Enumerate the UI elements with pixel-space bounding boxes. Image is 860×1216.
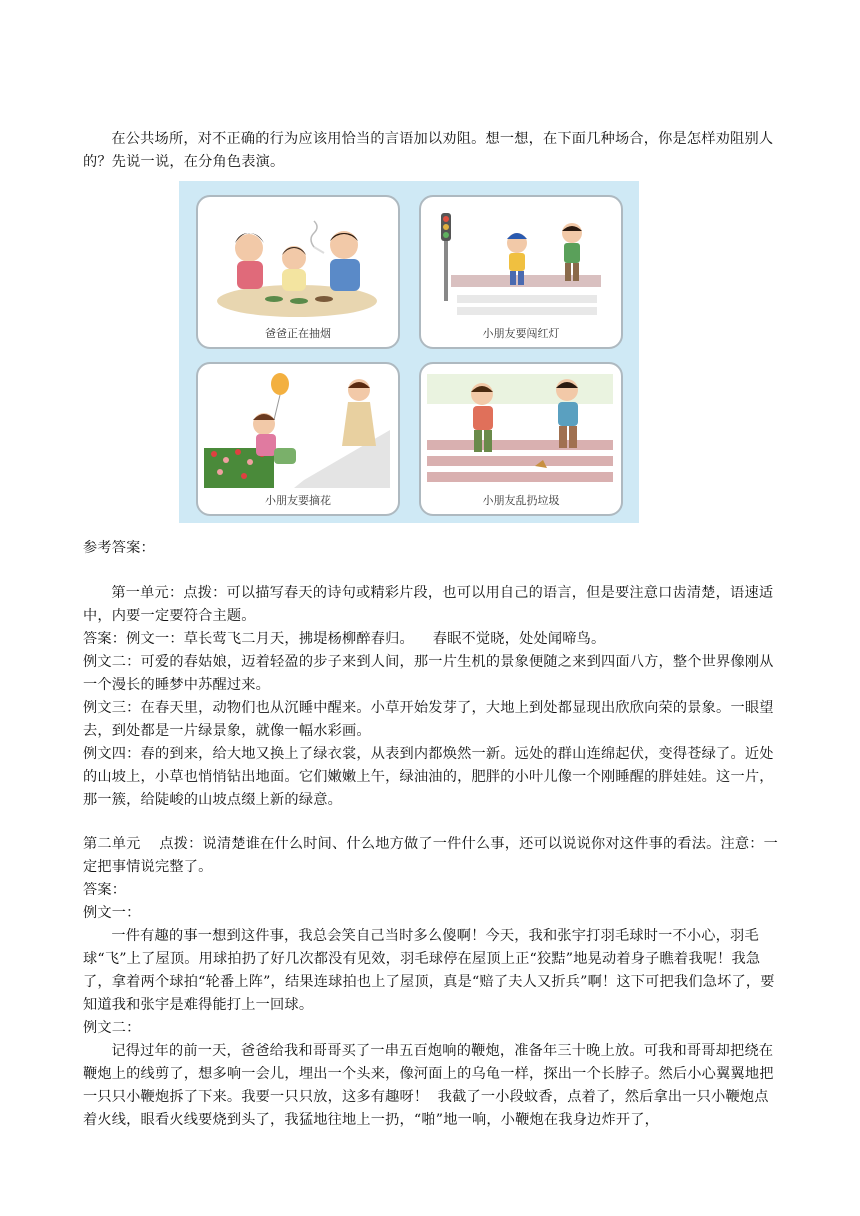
answer-heading: 参考答案： <box>83 540 155 556</box>
unit2-example-1: 一件有趣的事一想到这件事，我总会笑自己当时多么傻啊！今天，我和张宇打羽毛球时一不小心，羽毛球“飞”上了屋顶。用球拍扔了好几次都没有见效，羽毛球停在屋顶上正“狡黠”地晃动着身子瞧着我呢！我急了，拿着两个球拍“轮番上阵”，结果连球拍也上了屋顶，真是“赔了夫人又折兵”啊！这下可把我们急坏了，要知道我和张宇是难得能打上一回球。 <box>83 928 775 1013</box>
caption-red-light: 小朋友要闯红灯 <box>482 327 560 340</box>
picking-flowers-scene-image <box>204 370 390 488</box>
card-picking-flowers <box>196 362 400 516</box>
card-littering <box>419 362 623 516</box>
unit1-example-3: 例文三：在春天里，动物们也从沉睡中醒来。小草开始发芽了，大地上到处都显现出欣欣向荣的景象。一眼望去，到处都是一片绿景象，就像一幅水彩画。 <box>83 700 774 739</box>
unit1-example-4: 例文四：春的到来，给大地又换上了绿衣裳，从表到内都焕然一新。远处的群山连绵起伏，变得苍绿了。近处的山坡上，小草也悄悄钻出地面。它们嫩嫩上午，绿油油的，肥胖的小叶儿像一个刚睡醒的胖娃娃。这一片，那一簇，给陡峻的山坡点缀上新的绿意。 <box>83 746 774 808</box>
illustration-panel <box>179 181 639 523</box>
unit2-example-2-label: 例文二： <box>83 1020 141 1036</box>
red-light-scene-image <box>427 203 613 321</box>
card-smoking <box>196 195 400 349</box>
unit1-example-1: 答案：例文一：草长莺飞二月天，拂堤杨柳醉春归。 春眠不觉晓，处处闻啼鸟。 <box>83 631 606 647</box>
unit1-hint: 第一单元：点拨：可以描写春天的诗句或精彩片段，也可以用自己的语言，但是要注意口齿清楚，语速适中，内要一定要符合主题。 <box>83 585 774 624</box>
unit2-example-1-label: 例文一： <box>83 905 141 921</box>
unit2-hint: 第二单元 点拨：说清楚谁在什么时间、什么地方做了一件什么事，还可以说说你对这件事的看法。注意：一定把事情说完整了。 <box>83 836 779 875</box>
unit1-example-2: 例文二：可爱的春姑娘，迈着轻盈的步子来到人间，那一片生机的景象便随之来到四面八方，整个世界像刚从一个漫长的睡梦中苏醒过来。 <box>83 654 774 693</box>
intro-paragraph: 在公共场所，对不正确的行为应该用恰当的言语加以劝阻。想一想，在下面几种场合，你是怎样劝阻别人的？先说一说，在分角色表演。 <box>83 131 774 170</box>
caption-picking-flowers: 小朋友要摘花 <box>265 494 331 507</box>
smoking-scene-image <box>204 203 390 321</box>
unit2-answer-label: 答案： <box>83 882 127 898</box>
card-red-light <box>419 195 623 349</box>
caption-smoking: 爸爸正在抽烟 <box>265 327 331 340</box>
caption-littering: 小朋友乱扔垃圾 <box>482 494 560 507</box>
unit2-example-2: 记得过年的前一天，爸爸给我和哥哥买了一串五百炮响的鞭炮，准备年三十晚上放。可我和哥哥却把绕在鞭炮上的线剪了，想多响一会儿，埋出一个头来，像河面上的乌龟一样，探出一个长脖子。然后小心翼翼地把一只只小鞭炮拆了下来。我要一只只放，这多有趣呀！ 我截了一小段蚊香，点着了，然后拿出一只小鞭炮点着火线，眼看火线要烧到头了，我猛地往地上一扔，“啪”地一响，小鞭炮在我身边炸开了， <box>83 1043 774 1128</box>
littering-scene-image <box>427 370 613 488</box>
